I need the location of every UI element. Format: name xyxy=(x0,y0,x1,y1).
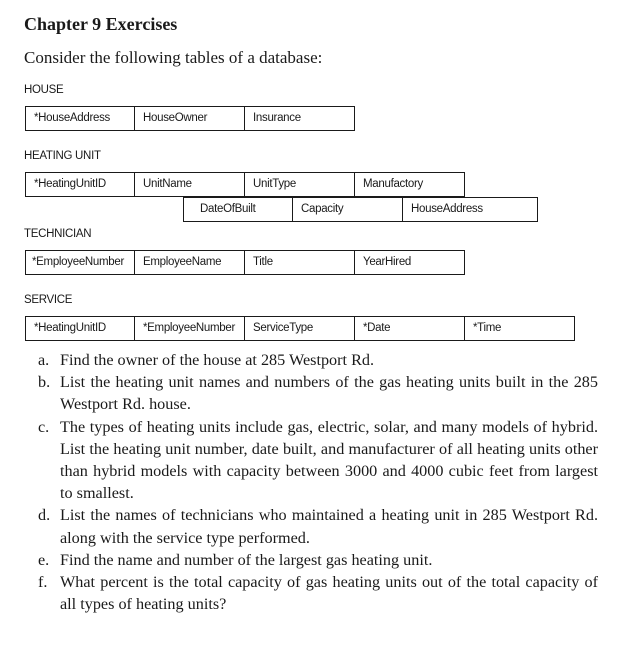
question-a-text: Find the owner of the house at 285 Westport Rd. xyxy=(60,351,375,369)
house-col-house-address: *HouseAddress xyxy=(25,106,135,131)
question-e-label: e. xyxy=(38,550,50,569)
question-f xyxy=(38,571,598,615)
question-e-text: Find the name and number of the largest gas heating unit. xyxy=(60,550,433,569)
service-col-service-type: ServiceType xyxy=(245,316,355,341)
house-col-insurance: Insurance xyxy=(245,106,355,131)
service-table-name: SERVICE xyxy=(24,294,73,306)
intro-text: Consider the following tables of a database: xyxy=(24,48,323,67)
question-c xyxy=(38,416,598,505)
question-b-label: b. xyxy=(38,373,51,392)
question-list xyxy=(38,349,598,615)
service-col-employee-number: *EmployeeNumber xyxy=(135,316,245,341)
chapter-title: Chapter 9 Exercises xyxy=(24,14,178,34)
service-col-date: *Date xyxy=(355,316,465,341)
question-f-label: f. xyxy=(38,573,48,592)
question-d-text: List the names of technicians who maintained a heating unit in 285 Westport Rd. along with the service type performed. xyxy=(60,506,598,547)
question-b xyxy=(38,371,598,415)
question-d xyxy=(38,504,598,548)
question-c-text: The types of heating units include gas, electric, solar, and many models of hybrid. List the heating unit number, date built, and manufacturer of all heating units other than hybrid models with capacity between 3000 and 4000 cubic feet from largest to smallest. xyxy=(60,417,598,503)
technician-col-year-hired: YearHired xyxy=(355,250,465,275)
question-e xyxy=(38,549,598,571)
question-c-label: c. xyxy=(38,417,50,436)
technician-col-employee-name: EmployeeName xyxy=(135,250,245,275)
question-f-text: What percent is the total capacity of gas heating units out of the total capacity of all types of heating units? xyxy=(60,573,598,614)
technician-col-employee-number: *EmployeeNumber xyxy=(25,250,135,275)
house-col-house-owner: HouseOwner xyxy=(135,106,245,131)
heating-unit-col-unit-name: UnitName xyxy=(135,172,245,197)
technician-col-title: Title xyxy=(245,250,355,275)
heating-unit-table-name: HEATING UNIT xyxy=(24,150,101,162)
question-d-label: d. xyxy=(38,506,51,525)
technician-table-name: TECHNICIAN xyxy=(24,228,92,240)
heating-unit-col-id: *HeatingUnitID xyxy=(25,172,135,197)
heating-unit-col-capacity: Capacity xyxy=(293,197,403,222)
heating-unit-col-date-of-built: DateOfBuilt xyxy=(183,197,293,222)
heating-unit-col-house-address: HouseAddress xyxy=(403,197,538,222)
service-col-heating-unit-id: *HeatingUnitID xyxy=(25,316,135,341)
service-col-time: *Time xyxy=(465,316,575,341)
house-table-name: HOUSE xyxy=(24,84,64,96)
question-a-label: a. xyxy=(38,351,50,369)
question-a xyxy=(38,349,598,371)
question-b-text: List the heating unit names and numbers of the gas heating units built in the 285 Westport Rd. house. xyxy=(60,373,598,414)
heating-unit-col-unit-type: UnitType xyxy=(245,172,355,197)
heating-unit-col-manufactory: Manufactory xyxy=(355,172,465,197)
